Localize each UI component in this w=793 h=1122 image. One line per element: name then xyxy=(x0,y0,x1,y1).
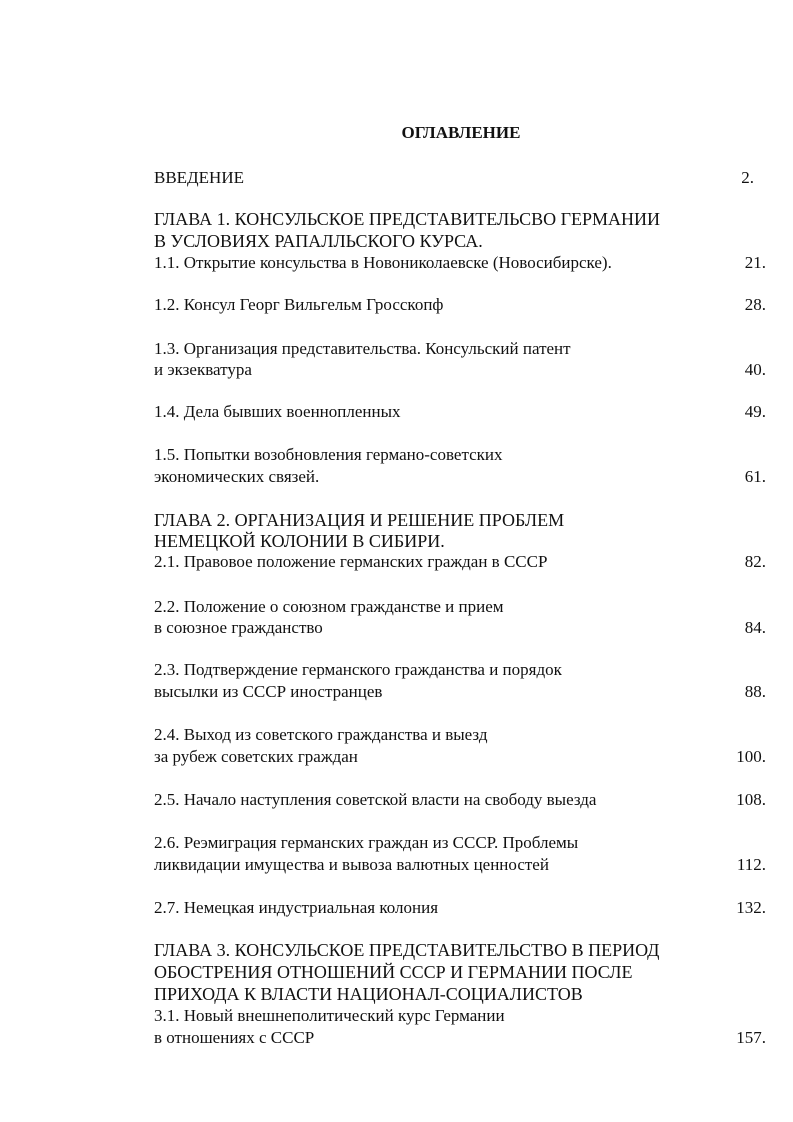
section-2-3-title-line-2: высылки из СССР иностранцев xyxy=(154,682,383,701)
section-1-3-page: 40. xyxy=(744,360,766,379)
toc-title: ОГЛАВЛЕНИЕ xyxy=(401,123,521,142)
section-2-5-page: 108. xyxy=(736,790,766,809)
section-2-1-page: 82. xyxy=(744,552,766,571)
section-1-1-title: 1.1. Открытие консульства в Новониколаевске (Новосибирске). xyxy=(154,253,612,272)
toc-intro-label: ВВЕДЕНИЕ xyxy=(154,168,244,187)
section-1-3-title-line-2: и экзекватура xyxy=(154,360,252,379)
section-1-5-title-line-2: экономических связей. xyxy=(154,467,320,486)
section-2-6-page: 112. xyxy=(736,855,766,874)
chapter-2-heading-line-2: НЕМЕЦКОЙ КОЛОНИИ В СИБИРИ. xyxy=(154,531,445,551)
section-1-3-title-line-1: 1.3. Организация представительства. Консульский патент xyxy=(154,339,571,358)
section-2-3-page: 88. xyxy=(744,682,766,701)
section-2-5-title: 2.5. Начало наступления советской власти на свободу выезда xyxy=(154,790,597,809)
section-2-1-title: 2.1. Правовое положение германских граждан в СССР xyxy=(154,552,548,571)
chapter-3-heading-line-2: ОБОСТРЕНИЯ ОТНОШЕНИЙ СССР И ГЕРМАНИИ ПОСЛЕ xyxy=(154,962,633,982)
chapter-2-heading-line-1: ГЛАВА 2. ОРГАНИЗАЦИЯ И РЕШЕНИЕ ПРОБЛЕМ xyxy=(154,510,565,530)
section-1-2-page: 28. xyxy=(744,295,766,314)
section-2-7-title: 2.7. Немецкая индустриальная колония xyxy=(154,898,439,917)
section-1-5-title-line-1: 1.5. Попытки возобновления германо-советских xyxy=(154,445,503,464)
section-3-1-title-line-2: в отношениях с СССР xyxy=(154,1028,315,1047)
toc-intro-page: 2. xyxy=(741,168,754,187)
section-2-4-title-line-1: 2.4. Выход из советского гражданства и выезд xyxy=(154,725,488,744)
section-1-2-title: 1.2. Консул Георг Вильгельм Гросскопф xyxy=(154,295,444,314)
section-2-6-title-line-2: ликвидации имущества и вывоза валютных ценностей xyxy=(154,855,549,874)
section-2-4-page: 100. xyxy=(736,747,766,766)
section-2-6-title-line-1: 2.6. Реэмиграция германских граждан из СССР. Проблемы xyxy=(154,833,579,852)
section-2-3-title-line-1: 2.3. Подтверждение германского гражданства и порядок xyxy=(154,660,562,679)
section-3-1-title-line-1: 3.1. Новый внешнеполитический курс Германии xyxy=(154,1006,505,1025)
section-3-1-page: 157. xyxy=(736,1028,766,1047)
section-2-4-title-line-2: за рубеж советских граждан xyxy=(154,747,358,766)
section-1-4-title: 1.4. Дела бывших военнопленных xyxy=(154,402,401,421)
section-1-4-page: 49. xyxy=(744,402,766,421)
section-1-5-page: 61. xyxy=(744,467,766,486)
chapter-3-heading-line-3: ПРИХОДА К ВЛАСТИ НАЦИОНАЛ-СОЦИАЛИСТОВ xyxy=(154,984,583,1004)
section-2-2-title-line-1: 2.2. Положение о союзном гражданстве и прием xyxy=(154,597,504,616)
chapter-3-heading-line-1: ГЛАВА 3. КОНСУЛЬСКОЕ ПРЕДСТАВИТЕЛЬСТВО В ПЕРИОД xyxy=(154,940,660,960)
chapter-1-heading-line-2: В УСЛОВИЯХ РАПАЛЛЬСКОГО КУРСА. xyxy=(154,231,483,251)
section-2-2-page: 84. xyxy=(744,618,766,637)
section-2-2-title-line-2: в союзное гражданство xyxy=(154,618,323,637)
chapter-1-heading-line-1: ГЛАВА 1. КОНСУЛЬСКОЕ ПРЕДСТАВИТЕЛЬСВО ГЕРМАНИИ xyxy=(154,209,660,229)
section-1-1-page: 21. xyxy=(744,253,766,272)
section-2-7-page: 132. xyxy=(736,898,766,917)
